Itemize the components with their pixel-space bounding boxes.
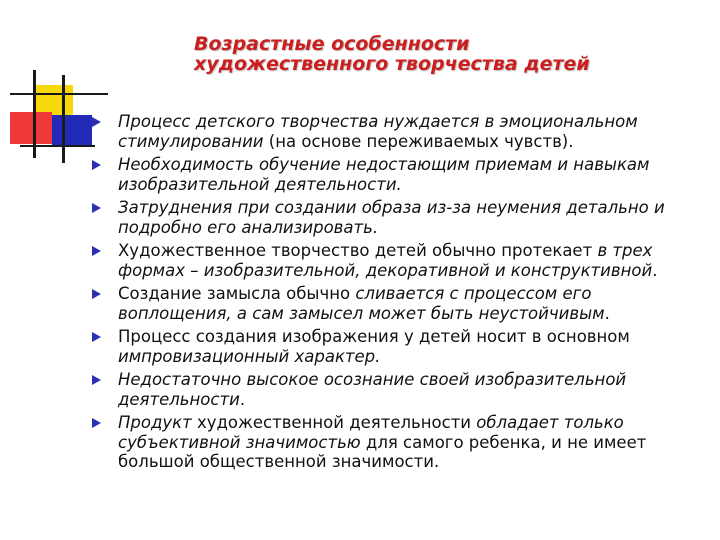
bullet-item xyxy=(92,370,702,409)
bullet-text: . xyxy=(604,303,610,323)
blue-square-shape xyxy=(52,115,92,145)
bullet-text: Художественное творчество детей обычно протекает xyxy=(118,241,598,260)
red-square-shape xyxy=(10,112,52,144)
bullet-item xyxy=(92,327,702,366)
bullet-marker-icon xyxy=(92,418,101,428)
bullet-text: Процесс создания изображения у детей носит в основном xyxy=(118,327,630,346)
bullet-text: художественной деятельности xyxy=(191,413,477,432)
title-line-2: художественного творчества детей xyxy=(194,53,590,75)
bullet-marker-icon xyxy=(92,375,101,385)
bullet-marker-icon xyxy=(92,289,101,299)
bullet-text: Создание замысла обычно xyxy=(118,284,356,303)
bullet-item xyxy=(92,241,702,280)
vertical-line xyxy=(62,75,65,163)
bullet-item xyxy=(92,198,702,237)
bullet-item xyxy=(92,284,702,323)
bullet-text: сливается с процессом его воплощения, а сам замысел может быть неустойчивым xyxy=(118,284,605,323)
bullet-marker-icon xyxy=(92,246,101,256)
bullet-text: Затруднения при создании образа из-за неумения детально и подробно его анализировать. xyxy=(118,198,665,237)
title-line-1: Возрастные особенности xyxy=(194,33,470,55)
bullet-text: обладает только субъективной значимостью xyxy=(118,413,624,452)
bullet-text: (на основе переживаемых чувств). xyxy=(263,131,574,151)
bullet-text: в трех формах – изобразительной, декоративной и конструктивной xyxy=(118,241,653,280)
bullet-item xyxy=(92,112,702,151)
bullet-text: . xyxy=(239,389,246,409)
bullet-marker-icon xyxy=(92,160,101,170)
bullet-text: Продукт xyxy=(118,413,192,432)
bullet-text: Процесс детского творчества нуждается в эмоциональном стимулировании xyxy=(118,112,638,151)
slide-title xyxy=(194,34,694,74)
bullet-text: импровизационный характер. xyxy=(118,346,381,366)
bullet-item xyxy=(92,413,702,472)
bullet-marker-icon xyxy=(92,332,101,342)
bullet-text: Недостаточно высокое осознание своей изобразительной деятельности xyxy=(118,370,627,409)
bullet-marker-icon xyxy=(92,117,101,127)
bullet-list xyxy=(92,112,702,476)
horizontal-line xyxy=(20,145,95,147)
bullet-text: . xyxy=(652,260,658,280)
bullet-text: для самого ребенка, и не имеет большой общественной значимости. xyxy=(118,432,647,471)
horizontal-line xyxy=(10,93,108,95)
bullet-text: Необходимость обучение недостающим приемам и навыкам изобразительной деятельности. xyxy=(118,155,650,194)
bullet-item xyxy=(92,155,702,194)
bullet-marker-icon xyxy=(92,203,101,213)
